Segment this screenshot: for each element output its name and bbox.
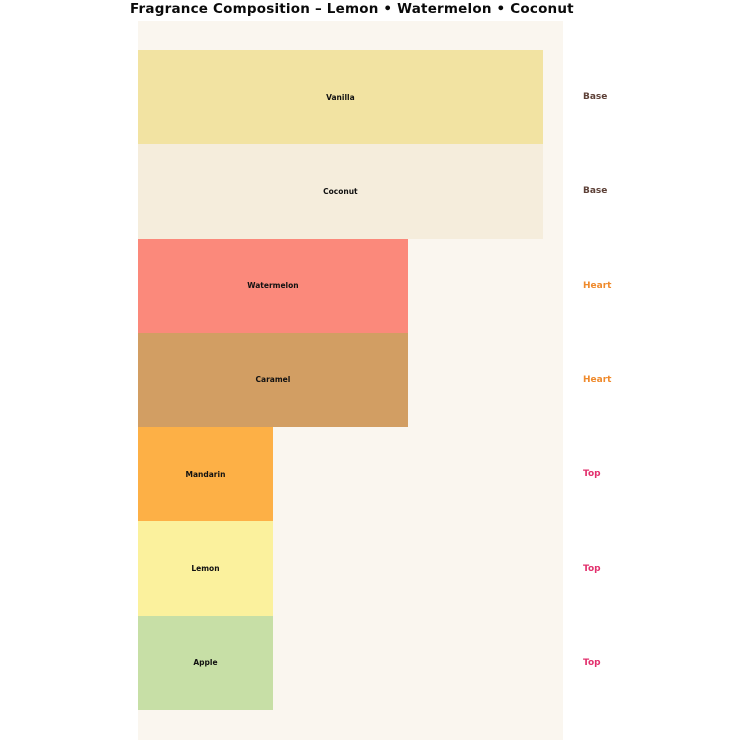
chart-title: Fragrance Composition – Lemon • Watermelon • Coconut <box>130 1 574 17</box>
note-type-label: Heart <box>583 374 612 385</box>
note-name-label: Caramel <box>255 375 291 385</box>
note-bar <box>138 50 543 144</box>
note-type-label: Top <box>583 563 601 574</box>
bar-row <box>138 616 601 710</box>
note-type-label: Base <box>583 92 608 103</box>
note-bar <box>138 239 408 333</box>
note-type-label: Base <box>583 186 608 197</box>
note-name-label: Vanilla <box>326 92 355 102</box>
bar-row <box>138 427 601 521</box>
note-name-label: Lemon <box>191 564 220 574</box>
note-name-label: Apple <box>193 658 218 668</box>
note-bar <box>138 616 273 710</box>
note-bar <box>138 427 273 521</box>
bar-rows-container <box>138 50 612 710</box>
note-name-label: Coconut <box>323 186 358 196</box>
note-name-label: Watermelon <box>247 281 299 291</box>
bar-row <box>138 144 608 238</box>
bar-row <box>138 521 601 615</box>
note-name-label: Mandarin <box>185 469 226 479</box>
note-type-label: Top <box>583 469 601 480</box>
bar-row <box>138 239 612 333</box>
bar-row <box>138 333 612 427</box>
note-type-label: Top <box>583 657 601 668</box>
bar-row <box>138 50 608 144</box>
note-type-label: Heart <box>583 280 612 291</box>
note-bar <box>138 144 543 238</box>
note-bar <box>138 521 273 615</box>
note-bar <box>138 333 408 427</box>
